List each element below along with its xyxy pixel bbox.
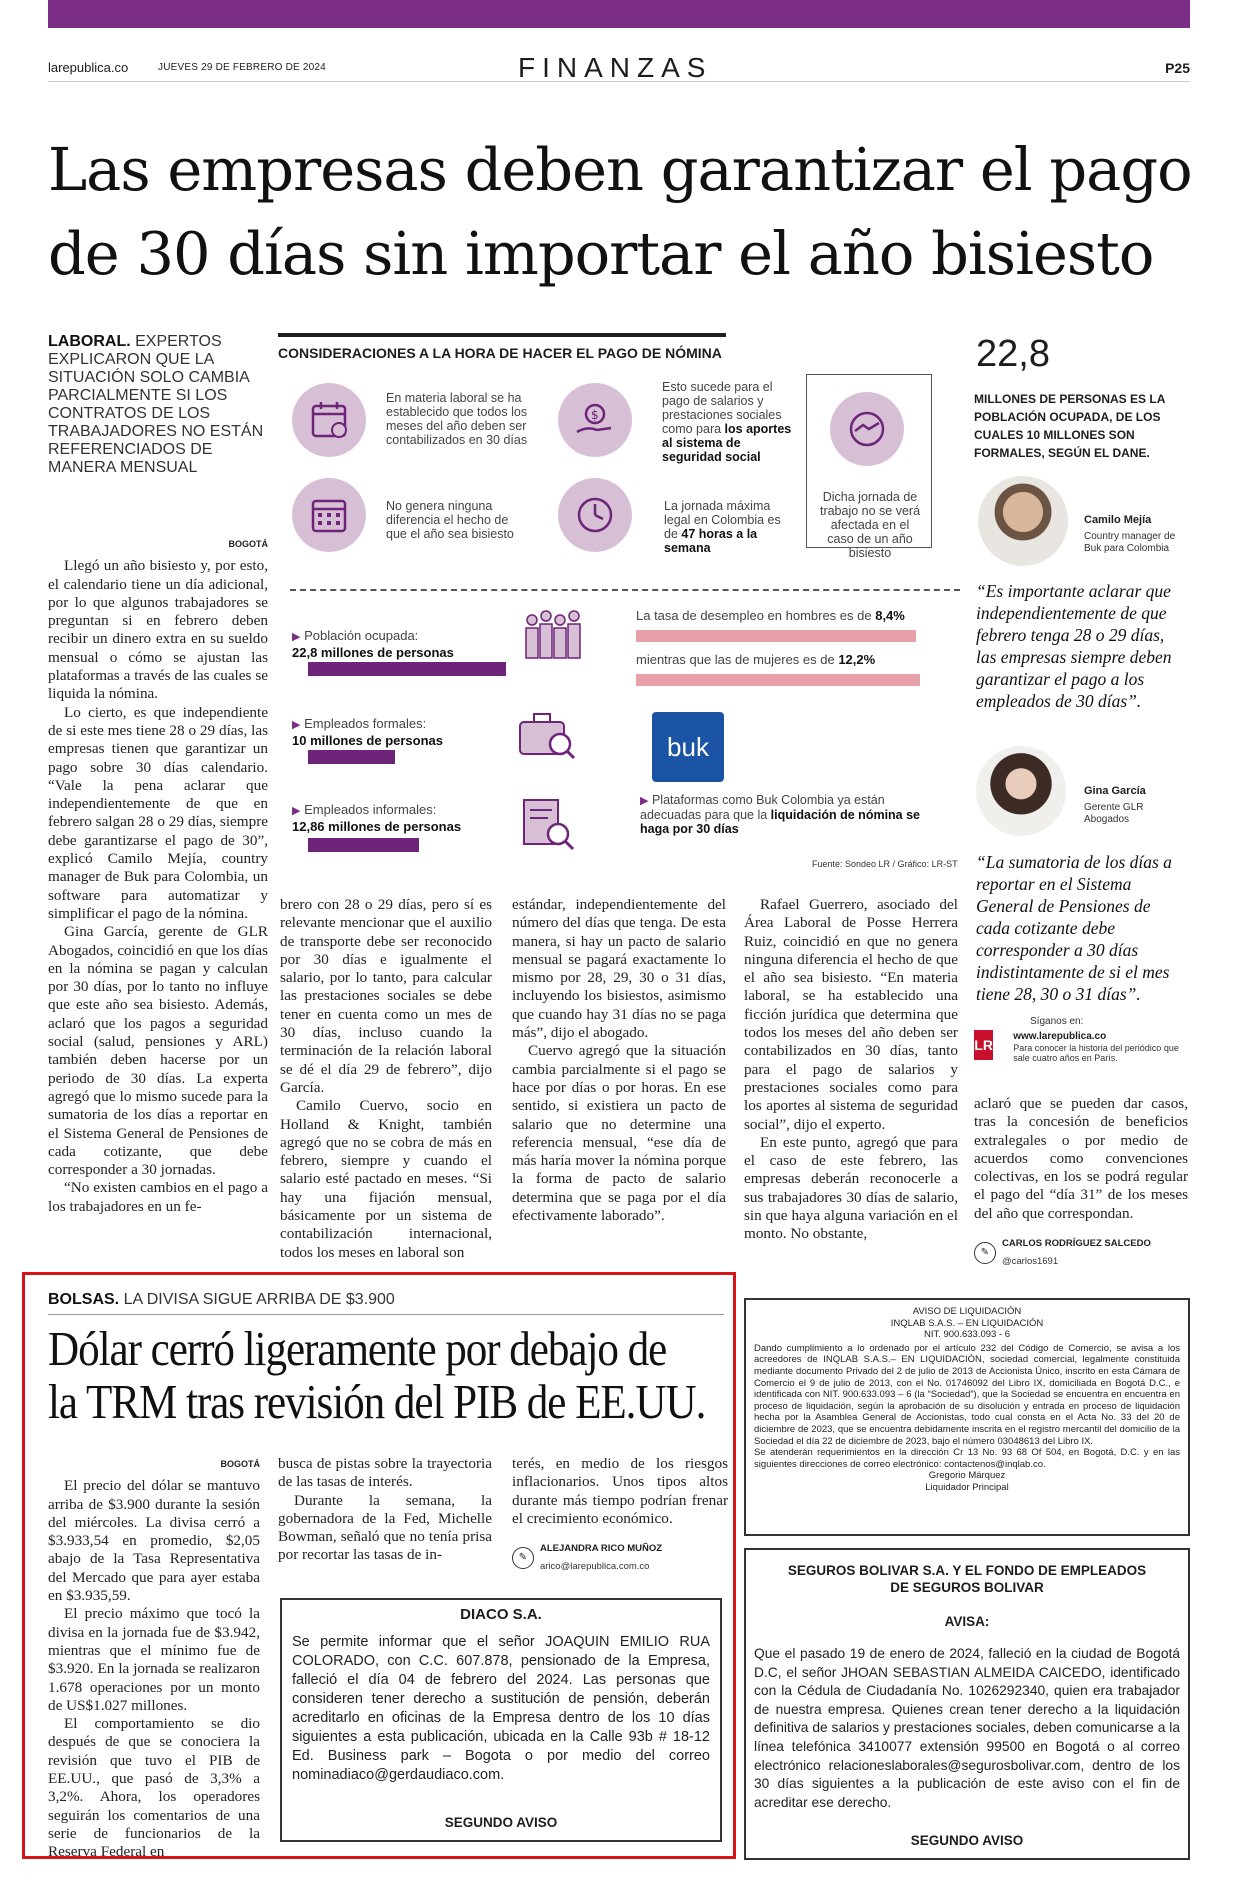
- calendar-grid-icon: [292, 478, 366, 552]
- article2-column-3: [512, 1455, 728, 1577]
- comment-icon: ✎: [512, 1547, 534, 1569]
- article-kicker: [48, 333, 266, 477]
- svg-text:$: $: [591, 408, 599, 422]
- paragraph: Durante la semana, la gobernadora de la Fed, Michelle Bowman, señaló que no tenía prisa por recortar las tasas de in-: [278, 1491, 492, 1564]
- quote-1: “Es importante aclarar que independientemente de que febrero tenga 28 o 29 días, las empresas siempre deben garantizar el pago a los empleados de 30 días”.: [976, 581, 1172, 711]
- person-2-caption: [1084, 785, 1188, 826]
- stat-value: 12,86 millones de personas: [292, 819, 462, 834]
- follow-site[interactable]: www.larepublica.co: [1013, 1031, 1107, 1042]
- buk-text: ▶ Plataformas como Buk Colombia ya están adecuadas para que la liquidación de nómina se haga por 30 días: [640, 793, 921, 836]
- info-text-5a: La jornada máxima legal en Colombia es de: [664, 499, 781, 541]
- stat-bar-employed: [308, 662, 506, 676]
- info-text-2b: los aportes al sistema de seguridad social: [662, 422, 792, 464]
- notice-subtitle: INQLAB S.A.S. – EN LIQUIDACIÓN: [890, 1317, 1044, 1329]
- kicker-label: LABORAL.: [48, 333, 131, 350]
- notice-liquidacion: [744, 1298, 1190, 1536]
- info-text-1: En materia laboral se ha establecido que todos los meses del año deben ser contabilizados en 30 días: [386, 391, 528, 447]
- dateline: BOGOTÁ: [228, 539, 268, 549]
- notice-text-2: Se atenderán requerimientos en la dirección Cr 13 No. 93 68 Of 504, en Bogotá, D.C. y en las siguientes direcciones de correo electrónico: contactenos@inqlab.co.: [754, 1447, 1180, 1470]
- unemployment-men-value: 8,4%: [875, 608, 905, 623]
- unemployment-women-value: 12,2%: [838, 652, 876, 667]
- big-number: 22,8: [976, 333, 1050, 375]
- buk-logo: buk: [652, 712, 724, 782]
- paragraph: estándar, independientemente del número del días que tenga. De esta manera, si hay un pacto de salario mensual se pagará exactamente lo mismo por 28, 29, 30 o 31 días, incluyendo los bisiestos, asimismo que cuando hay 31 días no se paga más”, dijo el abogado.: [512, 896, 726, 1042]
- infographic-source: Fuente: Sondeo LR / Gráfico: LR-ST: [812, 859, 958, 869]
- avatar-camilo-mejia: [978, 476, 1068, 566]
- article2-headline: [48, 1321, 706, 1429]
- site-name[interactable]: larepublica.co: [48, 60, 129, 75]
- big-number-caption: MILLONES DE PERSONAS ES LA POBLACIÓN OCUPADA, DE LOS CUALES 10 MILLONES SON FORMALES, SEGÚN EL DANE.: [974, 392, 1165, 460]
- buk-text-a: Plataformas como Buk Colombia ya están adecuadas para que la: [640, 793, 885, 822]
- person-name: Camilo Mejía: [1084, 514, 1152, 526]
- notice-text: Que el pasado 19 de enero de 2024, falleció en la ciudad de Bogotá D.C, el señor JHOAN SEBASTIAN ALMEIDA CAICEDO, identificado con la Cédula de Ciudadanía No. 1026292340, quien era trabajador de nuestra empresa. Quienes crean tener derecho a la liquidación definitiva de salarios y prestaciones sociales, deben comunicarse a la línea telefónica 3410077 extensión 99500 en Bogotá o al correo electrónico relacioneslaborales@segurosbolivar.com, dentro de los 30 días siguientes a la publicación de este aviso con el fin de acreditar ese derecho.: [754, 1646, 1180, 1810]
- unemployment-men-text: La tasa de desempleo en hombres es de: [636, 608, 876, 623]
- unemployment-women-bar: [636, 674, 920, 686]
- paragraph: aclaró que se pueden dar casos, tras la concesión de beneficios extralegales o por medio de acuerdos como convenciones colectivas, en los se podrá regular el pago del “día 31” de los meses del año que correspondan.: [974, 1095, 1188, 1222]
- info-text-5b: 47 horas a la semana: [664, 527, 758, 555]
- lr-logo: LR: [974, 1030, 993, 1060]
- kicker-text: LA DIVISA SIGUE ARRIBA DE $3.900: [123, 1291, 395, 1308]
- byline-handle[interactable]: arico@larepublica.com.co: [540, 1561, 650, 1573]
- paragraph: Cuervo agregó que la situación cambia parcialmente si el pago se hace por días o por horas. En ese sentido, si existiera un pacto de salario que no determine una referencia mensual, “ese día de más haría mover la nómina porque la forma de pacto de salario determina que se paga por el día efectivamente laborado”.: [512, 1042, 726, 1225]
- article-column-5: [974, 1095, 1188, 1272]
- paragraph: Camilo Cuervo, socio en Holland & Knight, también agregó que no se cobra de más en febrero, siempre y cuando el salario esté pactado en meses. “Si hay una fijación mensual, básicamente por un sistema de contabilización internacional, todos los meses en laboral son: [280, 1097, 492, 1261]
- byline: [512, 1540, 728, 1577]
- article-column-2: [280, 896, 492, 1262]
- paragraph: Gina García, gerente de GLR Abogados, coincidió en que los días en la nómina se pagan y calculan por 30 días, por lo tanto no influye que este año sea bisiesto. Además, aclaró que los pagos a seguridad social (salud, pensiones y ARL) también deben hacerse por un periodo de 30 días. La experta agregó que lo mismo sucede para la sumatoria de los días a reportar en el Sistema General de Pensiones de cada cotizante, que debe corresponder a 30 jornadas.: [48, 923, 268, 1179]
- calendar-icon: [292, 383, 366, 457]
- article2-kicker: [48, 1291, 395, 1309]
- section-color-bar: [48, 0, 1190, 28]
- document-search-icon: [518, 796, 582, 856]
- stat-value: 22,8 millones de personas: [292, 645, 454, 660]
- handshake-icon: [830, 392, 904, 466]
- article-column-3: [512, 896, 726, 1225]
- unemployment-women-text: mientras que las de mujeres es de: [636, 652, 839, 667]
- briefcase-icon: [516, 708, 580, 764]
- notice-subtitle: AVISA:: [944, 1614, 990, 1629]
- stat-formal: ▶ Empleados formales: 10 millones de personas: [292, 716, 444, 748]
- dateline: BOGOTÁ: [220, 1459, 260, 1469]
- info-text-3: Dicha jornada de trabajo no se verá afectada en el caso de un año bisiesto: [819, 490, 921, 560]
- person-role: Gerente GLR Abogados: [1084, 802, 1144, 825]
- paragraph: “No existen cambios en el pago a los trabajadores en un fe-: [48, 1179, 268, 1215]
- notice-seguros: [744, 1548, 1190, 1860]
- byline-name: CARLOS RODRÍGUEZ SALCEDO: [1002, 1238, 1151, 1250]
- unemployment-men: [636, 608, 956, 623]
- unemployment-women: [636, 652, 956, 667]
- avatar-gina-garcia: [976, 746, 1066, 836]
- paragraph: Lo cierto, es que independiente de si este mes tiene 28 o 29 días, las empresas tienen que garantizar un pago sobre 30 días calendario. “Vale la pena aclarar que independientemente de que en febrero salgan 28 o 29 días, siempre debe garantizarse el pago de 30”, explicó Camilo Mejía, country manager de Buk para Colombia, un software para automatizar y simplificar el pago de la nómina.: [48, 703, 268, 922]
- notice-title: AVISO DE LIQUIDACIÓN: [912, 1306, 1022, 1317]
- paragraph: Llegó un año bisiesto y, por esto, el calendario tiene un día adicional, por lo que algunos trabajadores se preguntan si en febrero deben recibir un dinero extra en su sueldo mensual o cómo se ajustan las plataformas a través de las cuales se liquida la nómina.: [48, 557, 268, 703]
- info-text-4: No genera ninguna diferencia el hecho de que el año sea bisiesto: [386, 499, 514, 541]
- headline-line-2: la TRM tras revisión del PIB de EE.UU.: [48, 1374, 706, 1429]
- clock-icon: [558, 478, 632, 552]
- stat-label: Empleados informales:: [304, 802, 437, 817]
- notice-footer: SEGUNDO AVISO: [910, 1833, 1024, 1848]
- paragraph: El comportamiento se dio después de que se conociera la revisión que tuvo el PIB de EE.UU., que pasó de 3,3% a 3,2%. Ahora, los operadores seguirán los comentarios de una serie de funcionarios de la Reserva Federal en: [48, 1715, 260, 1861]
- paragraph: busca de pistas sobre la trayectoria de las tasas de interés.: [278, 1455, 492, 1491]
- person-name: Gina García: [1084, 785, 1146, 797]
- infographic-rule: [278, 333, 726, 337]
- stat-employed: ▶ Población ocupada: 22,8 millones de personas: [292, 628, 454, 660]
- kicker-label: BOLSAS.: [48, 1291, 120, 1308]
- byline-name: ALEJANDRA RICO MUÑOZ: [540, 1543, 663, 1555]
- follow-us: [974, 1016, 1188, 1063]
- person-role: Country manager de Buk para Colombia: [1084, 531, 1176, 554]
- person-1-caption: [1084, 514, 1188, 555]
- money-hand-icon: [558, 383, 632, 457]
- stat-bar-formal: [308, 750, 395, 764]
- comment-icon: ✎: [974, 1242, 996, 1264]
- paragraph: brero con 28 o 29 días, pero sí es relevante mencionar que el auxilio de transporte debe ser reconocido por 30 días e igualmente el salario, por lo tanto, para calcular las prestaciones sociales se debe tener en cuenta como un mes de 30 días, incluso cuando la terminación de la relación laboral se dé el día 29 de febrero”, dijo García.: [280, 896, 492, 1096]
- headline-line-1: Dólar cerró ligeramente por debajo de: [48, 1321, 667, 1376]
- notice-signer: Gregorio Márquez: [928, 1470, 1006, 1482]
- divider: [48, 1314, 724, 1315]
- article2-column-2: [278, 1455, 492, 1565]
- crowd-icon: [518, 606, 588, 666]
- kicker-text: EXPERTOS EXPLICARON QUE LA SITUACIÓN SOLO CAMBIA PARCIALMENTE SI LOS CONTRATOS DE LOS TRABAJADORES NO ESTÁN REFERENCIADOS DE MANERA MENSUAL: [48, 333, 264, 476]
- paragraph: El precio del dólar se mantuvo arriba de $3.900 durante la sesión del miércoles. La divisa cerró a $3.933,54 en promedio, $2,05 abajo de la Tasa Representativa del Mercado que para ayer estaba en $3.935,59.: [48, 1477, 260, 1605]
- issue-date: JUEVES 29 DE FEBRERO DE 2024: [158, 62, 326, 73]
- article2-column-1: [48, 1455, 260, 1862]
- notice-text: Dando cumplimiento a lo ordenado por el artículo 232 del Código de Comercio, se avisa a los acreedores de INQLAB S.A.S.– EN LIQUIDACIÓN, sociedad comercial, legalmente constituida mediante documento Privado del 2 de julio de 2013 de Accionista Único, inscrito en esta Cámara de Comercio el 9 de julio de 2013, con el No. 01746092 del Libro IX, domiciliada en Bogotá D.C., e identificada con NIT. 900.633.093 – 6 (la “Sociedad”), que la Sociedad se encuentra en encuentra en proceso de liquidación, según la aprobación de su disolución y entrada en proceso de liquidación hecha por la Asamblea General de Accionistas, todo cual consta en el Acta No. 33 del 20 de diciembre de 2023, que se encuentra debidamente inscrita en el registro mercantil del domicilio de la Sociedad el día 22 de diciembre de 2023, bajo el número 03048613 del Libro IX.: [754, 1342, 1180, 1447]
- dashed-divider: [290, 589, 960, 591]
- stat-label: Población ocupada:: [304, 628, 419, 643]
- info-text-2: [662, 380, 802, 464]
- article-column-1: [48, 535, 268, 1216]
- notice-title: SEGUROS BOLIVAR S.A. Y EL FONDO DE EMPLEADOS DE SEGUROS BOLIVAR: [787, 1563, 1147, 1595]
- page-number: P25: [1165, 60, 1190, 76]
- stat-informal: ▶ Empleados informales: 12,86 millones de personas: [292, 802, 462, 834]
- buk-text-b: liquidación de nómina se haga por 30 días: [640, 808, 921, 836]
- follow-text: Para conocer la historia del periódico que sale cuatro años en París.: [1013, 1043, 1179, 1063]
- unemployment-men-bar: [636, 630, 916, 642]
- headline-line-2: de 30 días sin importar el año bisiesto: [48, 219, 1154, 288]
- follow-label: Síganos en:: [1030, 1016, 1084, 1027]
- paragraph: Rafael Guerrero, asociado del Área Laboral de Posse Herrera Ruiz, coincidió en que no genera ninguna diferencia el hecho de que el año sea bisiesto. “En materia laboral, se ha establecido una ficción jurídica que determina que todos los meses del año deben ser contabilizados en 30 días, tanto para el pago de salarios y prestaciones sociales como para los aportes al sistema de seguridad social”, dijo el experto.: [744, 896, 958, 1133]
- info-text-2a: Esto sucede para el pago de salarios y prestaciones sociales como para: [662, 380, 782, 436]
- stat-label: Empleados formales:: [304, 716, 427, 731]
- infographic-title: CONSIDERACIONES A LA HORA DE HACER EL PAGO DE NÓMINA: [278, 345, 722, 361]
- article-column-4: [744, 896, 958, 1244]
- notice-diaco: [280, 1598, 722, 1842]
- headline-line-1: Las empresas deben garantizar el pago: [48, 135, 1192, 204]
- info-text-5: [664, 499, 792, 555]
- paragraph: El precio máximo que tocó la divisa en la jornada fue de $3.942, mientras que el mínimo fue de $3.920. En la jornada se realizaron 1.678 operaciones por un monto de US$1.027 millones.: [48, 1605, 260, 1714]
- stat-value: 10 millones de personas: [292, 733, 444, 748]
- paragraph: terés, en medio de los riesgos inflacionarios. Unos tipos altos durante más tiempo podrían frenar el crecimiento económico.: [512, 1455, 728, 1527]
- masthead: [48, 52, 1190, 82]
- notice-title: DIACO S.A.: [460, 1606, 542, 1623]
- notice-text: Se permite informar que el señor JOAQUIN EMILIO RUA COLORADO, con C.C. 607.878, pensionado de la Empresa, falleció el día 04 de febrero del 2024. Las personas que consideren tener derecho a sustitución de pensión, deberán acreditarlo en oficinas de la Empresa dentro de los 10 días siguientes a esta publicación, ubicada en la Calle 93b # 18-12 Ed. Business park – Bogota o por medio del correo nominadiaco@gerdaudiaco.com.: [292, 1634, 710, 1783]
- notice-footer: SEGUNDO AVISO: [444, 1815, 558, 1830]
- section-title: FINANZAS: [518, 52, 713, 83]
- stat-bar-informal: [308, 838, 419, 852]
- notice-signer-role: Liquidador Principal: [925, 1481, 1009, 1493]
- quote-2: “La sumatoria de los días a reportar en el Sistema General de Pensiones de cada cotizante debe corresponder a 30 días indistintamente de si el mes tiene 28, 30 o 31 días”.: [976, 852, 1172, 1004]
- byline: [974, 1235, 1188, 1272]
- main-headline: [48, 128, 1198, 296]
- notice-nit: NIT. 900.633.093 - 6: [923, 1329, 1011, 1341]
- paragraph: En este punto, agregó que para el caso de este febrero, las empresas deberán reconocerle a sus trabajadores 30 días de salario, sin que haya alguna variación en el monto. No obstante,: [744, 1133, 958, 1243]
- byline-handle[interactable]: @carlos1691: [1002, 1256, 1059, 1268]
